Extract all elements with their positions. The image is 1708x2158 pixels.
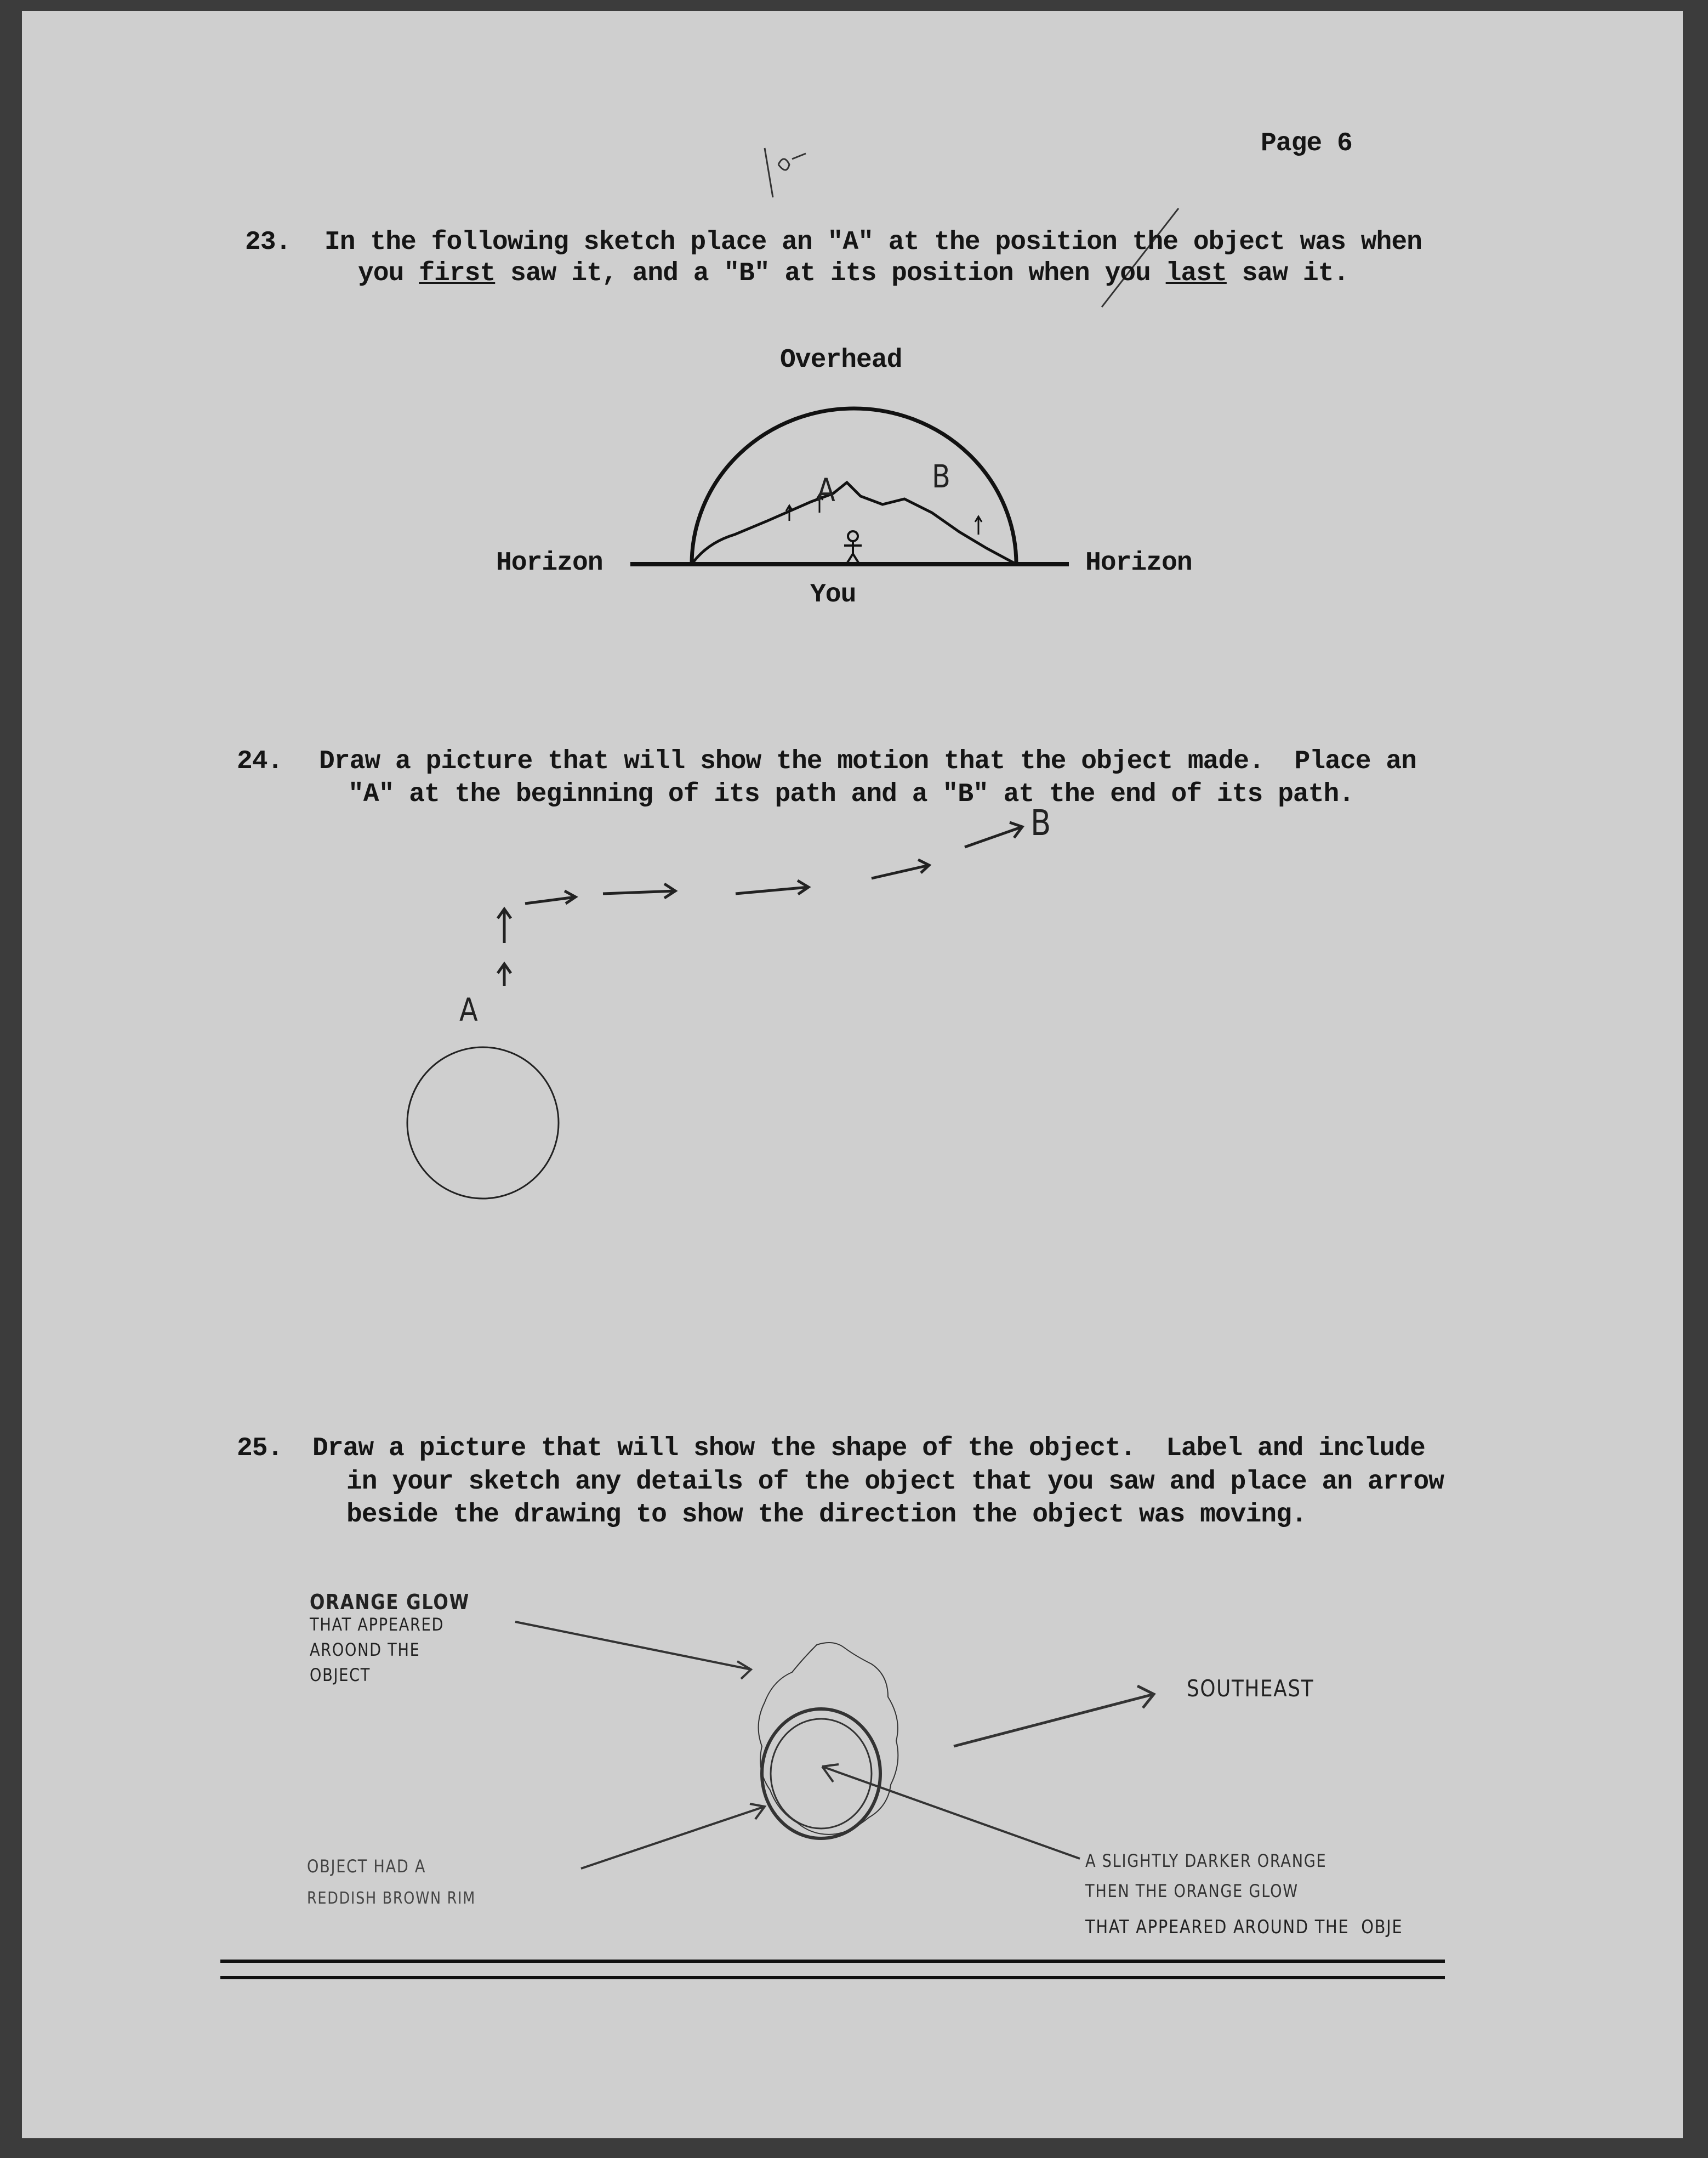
text: you <box>358 259 419 288</box>
path-arrow-icon <box>498 909 511 943</box>
center-label-1: A SLIGHTLY DARKER ORANGE <box>1085 1850 1327 1871</box>
q25-text-line1: Draw a picture that will show the shape of the object. Label and include <box>312 1434 1425 1463</box>
path-arrow-icon <box>525 891 576 904</box>
glow-label-1: ORANGE GLOW <box>310 1590 470 1614</box>
q23-number: 23. <box>245 228 291 257</box>
underlined-word: last <box>1165 259 1227 288</box>
q24-number: 24. <box>237 747 283 776</box>
handwritten-slash <box>1102 208 1178 307</box>
reddish-brown-rim <box>762 1709 880 1838</box>
underlined-word: first <box>419 259 496 288</box>
path-arrow-icon <box>872 860 929 878</box>
overhead-label: Overhead <box>780 345 902 375</box>
q24-text-line1: Draw a picture that will show the motion that the object made. Place an <box>319 747 1416 776</box>
mark-a: A <box>817 472 836 509</box>
handwritten-page-number <box>765 148 806 197</box>
glow-label-2: THAT APPEARED <box>310 1614 445 1635</box>
path-arrow-icon <box>603 884 675 898</box>
center-label-2: THEN THE ORANGE GLOW <box>1085 1881 1299 1901</box>
q25-text-line2: in your sketch any details of the object that you saw and place an arrow <box>346 1467 1444 1497</box>
q23-text-line2 <box>358 259 1348 288</box>
southeast-arrow <box>954 1686 1154 1746</box>
path-end-b: B <box>1031 803 1052 844</box>
rim-label-2: REDDISH BROWN RIM <box>307 1889 476 1908</box>
sky-dome-diagram <box>630 408 1069 564</box>
center-label-3: THAT APPEARED AROUND THE OBJE <box>1085 1916 1403 1938</box>
start-circle <box>407 1047 559 1199</box>
glow-pointer-arrow <box>515 1622 751 1679</box>
path-arrow-icon <box>736 881 809 894</box>
horizon-right-label: Horizon <box>1085 548 1192 578</box>
mark-b: B <box>932 458 952 495</box>
glow-label-3: AROOND THE <box>310 1639 420 1660</box>
person-figure-icon <box>844 531 862 563</box>
rim-pointer-arrow <box>581 1804 765 1869</box>
center-pointer-arrow <box>822 1764 1080 1859</box>
rim-label-1: OBJECT HAD A <box>307 1856 426 1877</box>
motion-path-sketch <box>407 822 1022 1199</box>
direction-label: SOUTHEAST <box>1187 1675 1314 1702</box>
text: saw it. <box>1226 259 1349 288</box>
q25-number: 25. <box>237 1434 283 1463</box>
text: saw it, and a "B" at its position when you <box>495 259 1166 288</box>
q23-text-line1: In the following sketch place an "A" at the position the object was when <box>324 228 1422 257</box>
page-label: Page 6 <box>1261 129 1352 158</box>
you-label: You <box>810 580 856 610</box>
horizon-left-label: Horizon <box>496 548 603 578</box>
object-shape-sketch <box>515 1622 1154 1869</box>
glow-label-4: OBJECT <box>310 1665 371 1685</box>
path-arrow-icon <box>498 964 511 986</box>
path-arrow-icon <box>965 822 1022 847</box>
q24-text-line2: "A" at the beginning of its path and a "B" at the end of its path. <box>348 780 1354 809</box>
path-start-a: A <box>459 991 479 1029</box>
q25-text-line3: beside the drawing to show the direction the object was moving. <box>346 1500 1307 1530</box>
